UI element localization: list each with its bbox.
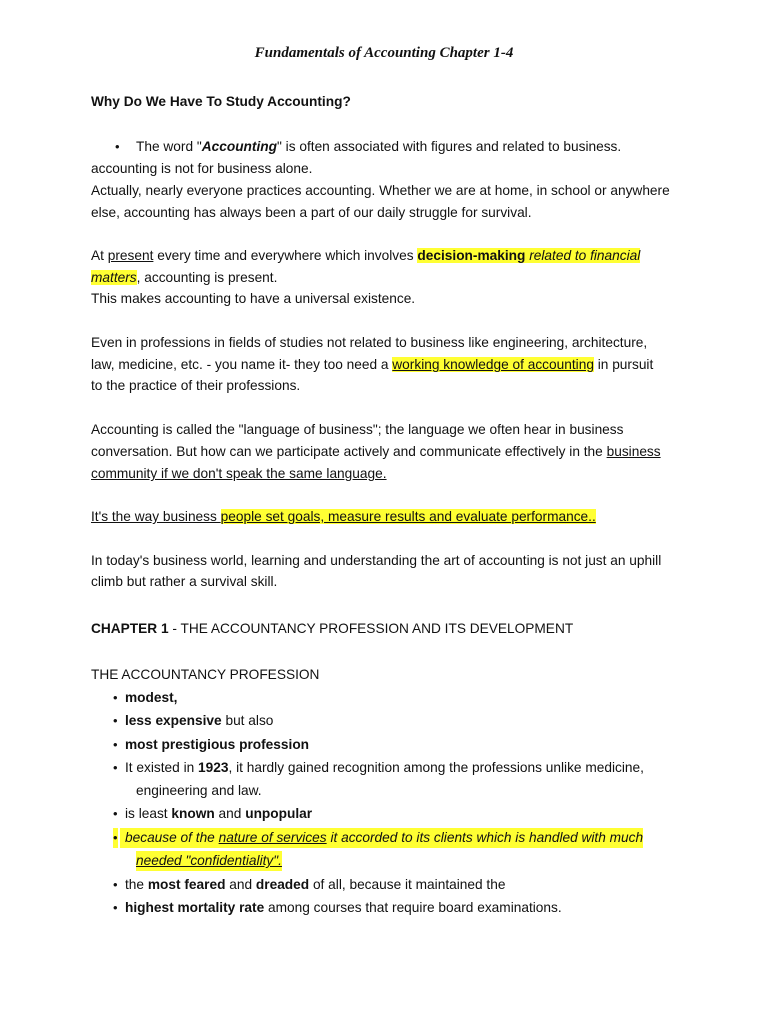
bullet-icon: • <box>113 900 118 915</box>
p4-line-2: conversation. But how can we participate actively and communicate effectively in the business <box>91 444 661 459</box>
bullet-icon: • <box>113 690 118 705</box>
p1-line-2: accounting is not for business alone. <box>91 161 313 176</box>
p4-line-3: community if we don't speak the same language. <box>91 466 387 481</box>
chapter-heading: CHAPTER 1 - THE ACCOUNTANCY PROFESSION AND ITS DEVELOPMENT <box>91 621 574 636</box>
underlined-text: nature of services <box>218 830 327 845</box>
list-item: highest mortality rate among courses that require board examinations. <box>125 900 562 915</box>
list-item: the most feared and dreaded of all, because it maintained the <box>125 877 506 892</box>
document-title: Fundamentals of Accounting Chapter 1-4 <box>254 45 514 61</box>
p1-line-3: Actually, nearly everyone practices accounting. Whether we are at home, in school or anywhere <box>91 183 670 198</box>
p1-line-4: else, accounting has always been a part of our daily struggle for survival. <box>91 205 532 220</box>
highlighted-text: related to financial <box>525 248 641 263</box>
underlined-text: business <box>606 444 661 459</box>
p5-line-1: It's the way business people set goals, measure results and evaluate performance.. <box>91 509 596 524</box>
p2-line-3: This makes accounting to have a universal existence. <box>91 291 416 306</box>
p3-line-3: to the practice of their professions. <box>91 378 301 393</box>
list-item-continuation: engineering and law. <box>136 783 262 798</box>
list-item: modest, <box>125 690 178 705</box>
p3-line-2: law, medicine, etc. - you name it- they too need a working knowledge of accounting in pursuit <box>91 357 654 372</box>
p4-line-1: Accounting is called the "language of business"; the language we often hear in business <box>91 422 624 437</box>
subsection-heading: THE ACCOUNTANCY PROFESSION <box>91 667 320 682</box>
bullet-icon: • <box>113 737 118 752</box>
bullet-icon: • <box>113 760 118 775</box>
highlighted-text: working knowledge of accounting <box>392 357 594 372</box>
bullet-icon: • <box>115 139 120 154</box>
bullet-icon: • <box>113 806 118 821</box>
highlighted-text: matters <box>91 270 137 285</box>
bullet-icon: • <box>113 828 118 848</box>
list-item: because of the nature of services it accorded to its clients which is handled with much <box>120 828 643 848</box>
section-heading: Why Do We Have To Study Accounting? <box>91 94 351 109</box>
p2-line-2: matters, accounting is present. <box>91 270 278 285</box>
list-item-continuation: needed "confidentiality". <box>136 851 282 871</box>
accounting-term: Accounting <box>201 139 277 154</box>
underlined-text: present <box>107 248 154 263</box>
list-item: is least known and unpopular <box>125 806 313 821</box>
p3-line-1: Even in professions in fields of studies not related to business like engineering, architecture, <box>91 335 648 350</box>
list-item: less expensive but also <box>125 713 274 728</box>
highlighted-text: people set goals, measure results and evaluate performance.. <box>220 509 596 524</box>
p6-line-2: climb but rather a survival skill. <box>91 574 278 589</box>
highlighted-text: decision-making <box>417 248 526 263</box>
p6-line-1: In today's business world, learning and understanding the art of accounting is not just an uphill <box>91 553 662 568</box>
p1-line-1: The word "Accounting" is often associated with figures and related to business. <box>136 139 622 154</box>
p2-line-1: At present every time and everywhere which involves decision-making related to financial <box>91 248 641 263</box>
bullet-icon: • <box>113 877 118 892</box>
list-item: most prestigious profession <box>125 737 310 752</box>
bullet-icon: • <box>113 713 118 728</box>
list-item: It existed in 1923, it hardly gained recognition among the professions unlike medicine, <box>125 760 644 775</box>
